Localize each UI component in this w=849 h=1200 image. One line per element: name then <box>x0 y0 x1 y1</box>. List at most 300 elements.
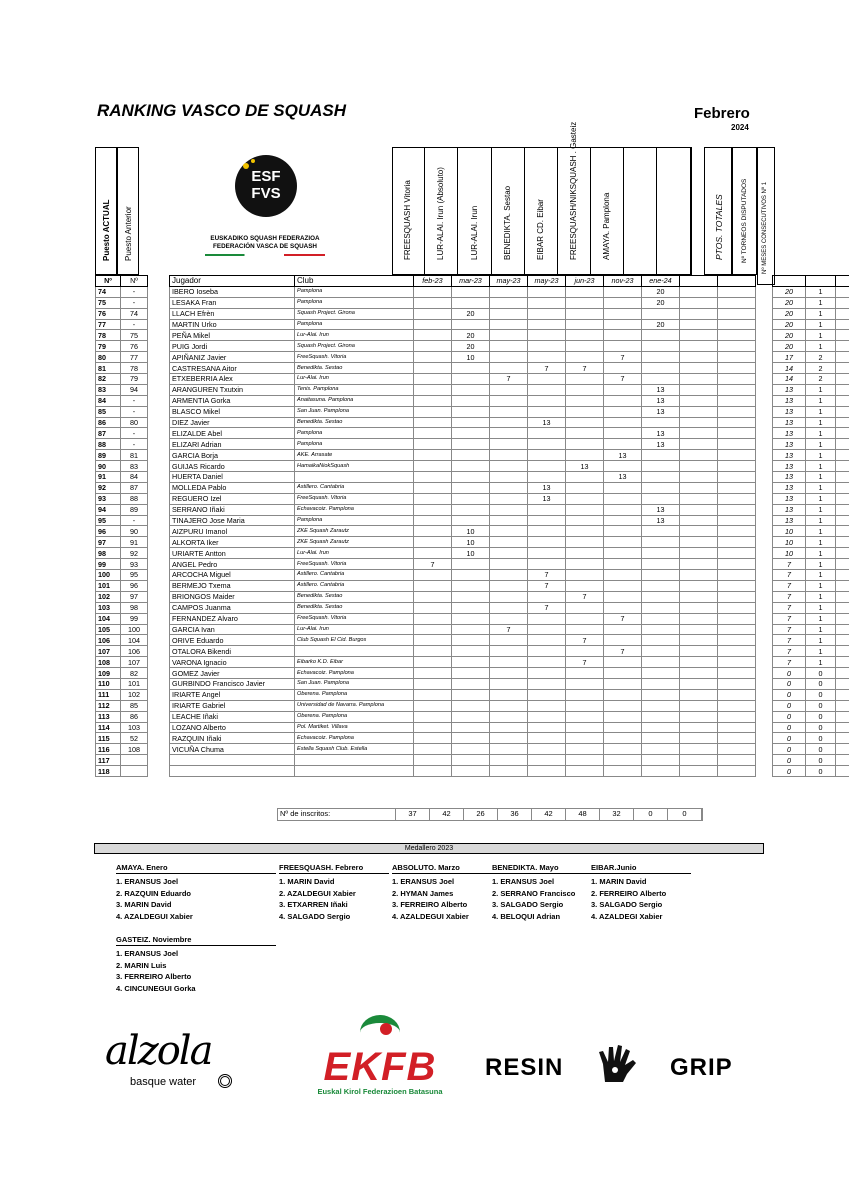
total-points: 10 <box>773 526 806 537</box>
rank-number: 108 <box>96 657 121 668</box>
tournament-points <box>642 744 680 755</box>
total-points: 13 <box>773 482 806 493</box>
player-club: Anaitasuna. Pamplona <box>295 395 414 406</box>
total-points: 0 <box>773 755 806 766</box>
medal-group <box>492 863 592 922</box>
rank-number: 117 <box>96 755 121 766</box>
spacer <box>756 374 773 385</box>
table-row <box>96 613 849 624</box>
tournament-points <box>414 417 452 428</box>
tournaments-played: 1 <box>806 319 836 330</box>
tournaments-played: 1 <box>806 450 836 461</box>
player-club: Benedikta. Sestao <box>295 591 414 602</box>
tournament-points <box>566 613 604 624</box>
total-points: 13 <box>773 493 806 504</box>
tournament-points <box>718 744 756 755</box>
tournament-points <box>604 319 642 330</box>
medal-entry: 2. AZALDEGUI Xabier <box>279 888 356 898</box>
tournament-points <box>490 319 528 330</box>
tournament-points <box>452 602 490 613</box>
tournament-points <box>642 689 680 700</box>
tournament-points <box>680 766 718 777</box>
spacer <box>148 678 170 689</box>
player-club <box>295 766 414 777</box>
total-points: 13 <box>773 439 806 450</box>
tournament-points: 13 <box>642 504 680 515</box>
tournament-points <box>680 711 718 722</box>
tournament-points <box>680 319 718 330</box>
spacer <box>148 755 170 766</box>
tournament-points <box>642 352 680 363</box>
tournament-points <box>604 570 642 581</box>
tournament-points <box>490 755 528 766</box>
tournament-points <box>414 766 452 777</box>
rank-number: 90 <box>96 461 121 472</box>
tournament-points <box>604 657 642 668</box>
tournament-points <box>604 308 642 319</box>
rank-number: 98 <box>96 548 121 559</box>
tournament-points <box>718 548 756 559</box>
tournament-points <box>718 700 756 711</box>
ranking-table <box>95 275 849 777</box>
consecutive-months <box>836 580 849 591</box>
tournament-points <box>528 515 566 526</box>
tournament-points <box>566 515 604 526</box>
tournament-points <box>414 678 452 689</box>
tournament-points: 10 <box>452 537 490 548</box>
tournament-points <box>490 744 528 755</box>
table-row <box>96 374 849 385</box>
player-name: OTALORA Bikendi <box>170 646 295 657</box>
col-header-date: feb-23 <box>414 276 452 287</box>
player-name: BLASCO Mikel <box>170 406 295 417</box>
spacer <box>756 570 773 581</box>
tournament-points <box>718 417 756 428</box>
rank-number: 116 <box>96 744 121 755</box>
spacer <box>148 493 170 504</box>
player-club: Astillero. Cantabria <box>295 580 414 591</box>
tournaments-played: 0 <box>806 744 836 755</box>
tournament-points <box>680 363 718 374</box>
spacer <box>148 286 170 297</box>
tournament-points <box>718 308 756 319</box>
previous-rank: 94 <box>121 384 148 395</box>
spacer <box>148 406 170 417</box>
total-points: 13 <box>773 504 806 515</box>
tournament-points <box>604 482 642 493</box>
col-header-date: mar-23 <box>452 276 490 287</box>
tournament-points <box>414 515 452 526</box>
total-points: 0 <box>773 689 806 700</box>
tournament-points <box>452 570 490 581</box>
tournament-points <box>718 766 756 777</box>
previous-rank: 104 <box>121 635 148 646</box>
player-name: LEACHE Iñaki <box>170 711 295 722</box>
tournament-points <box>452 493 490 504</box>
player-name: MOLLEDA Pablo <box>170 482 295 493</box>
tournament-points <box>680 548 718 559</box>
rank-number: 78 <box>96 330 121 341</box>
tournament-points <box>452 678 490 689</box>
tournament-points <box>490 722 528 733</box>
player-club: Oberena. Pamplona <box>295 689 414 700</box>
player-club <box>295 646 414 657</box>
previous-rank: 107 <box>121 657 148 668</box>
tournament-points <box>604 461 642 472</box>
tournaments-played: 1 <box>806 537 836 548</box>
table-row <box>96 700 849 711</box>
previous-rank: 74 <box>121 308 148 319</box>
previous-rank: 87 <box>121 482 148 493</box>
tournament-header: LUR-ALAI. Irun (Absoluto) <box>425 147 458 275</box>
player-name: CASTRESANA Aitor <box>170 363 295 374</box>
tournament-points <box>528 537 566 548</box>
tournament-points <box>604 341 642 352</box>
tournament-points <box>566 526 604 537</box>
tournament-points <box>718 384 756 395</box>
tournament-points <box>490 341 528 352</box>
tournament-points: 7 <box>528 580 566 591</box>
total-points: 13 <box>773 472 806 483</box>
tournament-points <box>642 722 680 733</box>
player-club: San Juan. Pamplona <box>295 406 414 417</box>
spacer <box>756 537 773 548</box>
tournament-points <box>718 515 756 526</box>
table-row <box>96 668 849 679</box>
tournaments-played: 0 <box>806 755 836 766</box>
tournament-points <box>528 395 566 406</box>
tournament-points <box>452 591 490 602</box>
tournament-header <box>624 147 657 275</box>
tournament-points <box>452 504 490 515</box>
tournament-points <box>680 657 718 668</box>
tournament-points: 7 <box>604 352 642 363</box>
tournament-points <box>414 602 452 613</box>
tournament-points <box>490 613 528 624</box>
tournament-points <box>528 450 566 461</box>
spacer <box>756 493 773 504</box>
tournament-points <box>490 580 528 591</box>
player-name: PUIG Jordi <box>170 341 295 352</box>
tournament-points <box>528 406 566 417</box>
tournament-points <box>604 384 642 395</box>
tournament-points <box>490 646 528 657</box>
tournament-points <box>642 374 680 385</box>
consecutive-months <box>836 472 849 483</box>
consecutive-months <box>836 526 849 537</box>
tournament-points <box>642 570 680 581</box>
spacer <box>756 766 773 777</box>
tournaments-played: 1 <box>806 570 836 581</box>
tournament-points <box>604 580 642 591</box>
consecutive-months <box>836 591 849 602</box>
medal-entry: 2. RAZQUIN Eduardo <box>116 888 192 898</box>
previous-rank: 79 <box>121 374 148 385</box>
tournament-points <box>452 439 490 450</box>
tournament-points <box>528 657 566 668</box>
tournament-points <box>566 395 604 406</box>
consecutive-months <box>836 733 849 744</box>
tournament-points <box>528 286 566 297</box>
spacer <box>148 689 170 700</box>
spacer <box>756 744 773 755</box>
tournament-points: 7 <box>566 363 604 374</box>
total-points: 7 <box>773 570 806 581</box>
player-club: Club Squash El Cid. Burgos <box>295 635 414 646</box>
previous-rank: 103 <box>121 722 148 733</box>
previous-rank: 91 <box>121 537 148 548</box>
tournament-points <box>414 624 452 635</box>
player-name: URIARTE Antton <box>170 548 295 559</box>
col-header-anterior: Nº <box>121 276 148 287</box>
spacer <box>756 602 773 613</box>
total-points: 13 <box>773 406 806 417</box>
tournament-points <box>718 330 756 341</box>
spacer <box>756 580 773 591</box>
table-row <box>96 744 849 755</box>
table-row <box>96 428 849 439</box>
rank-number: 85 <box>96 406 121 417</box>
tournament-points: 7 <box>528 602 566 613</box>
tournaments-played: 0 <box>806 766 836 777</box>
tournament-points <box>414 570 452 581</box>
player-club: Oberena. Pamplona <box>295 711 414 722</box>
tournament-points <box>604 428 642 439</box>
tournament-points <box>680 395 718 406</box>
tournament-points <box>566 744 604 755</box>
tournament-points <box>452 580 490 591</box>
medal-entry: 1. ERANSUS Joel <box>392 877 455 886</box>
tournaments-played: 0 <box>806 700 836 711</box>
spacer <box>756 515 773 526</box>
tournaments-played: 1 <box>806 297 836 308</box>
rank-number: 104 <box>96 613 121 624</box>
medal-group <box>116 935 276 994</box>
table-row <box>96 330 849 341</box>
consecutive-months <box>836 504 849 515</box>
table-row <box>96 548 849 559</box>
tournament-points <box>490 537 528 548</box>
consecutive-months <box>836 602 849 613</box>
total-points: 13 <box>773 428 806 439</box>
inscritos-value: 0 <box>668 809 702 820</box>
tournament-points <box>566 472 604 483</box>
previous-rank: 98 <box>121 602 148 613</box>
spacer <box>756 395 773 406</box>
previous-rank: 77 <box>121 352 148 363</box>
tournament-points <box>604 755 642 766</box>
inscritos-value: 26 <box>464 809 498 820</box>
consecutive-months <box>836 613 849 624</box>
tournament-points <box>642 624 680 635</box>
table-row <box>96 755 849 766</box>
tournament-points <box>528 504 566 515</box>
tournament-points <box>604 624 642 635</box>
rank-number: 114 <box>96 722 121 733</box>
tournament-points <box>680 580 718 591</box>
tournament-points: 20 <box>642 286 680 297</box>
spacer <box>148 657 170 668</box>
spacer <box>756 689 773 700</box>
tournament-points <box>642 711 680 722</box>
total-points: 7 <box>773 559 806 570</box>
table-row <box>96 646 849 657</box>
tournament-points <box>642 450 680 461</box>
tournament-points <box>528 374 566 385</box>
tournament-points <box>566 559 604 570</box>
spacer <box>148 613 170 624</box>
tournament-points <box>490 635 528 646</box>
tournament-points <box>680 515 718 526</box>
tournaments-played: 1 <box>806 602 836 613</box>
previous-rank: - <box>121 406 148 417</box>
medal-group <box>392 863 492 922</box>
spacer <box>148 363 170 374</box>
medal-group <box>279 863 389 922</box>
previous-rank: 84 <box>121 472 148 483</box>
tournament-points <box>490 450 528 461</box>
spacer <box>756 297 773 308</box>
tournament-points <box>680 374 718 385</box>
tournament-points <box>718 570 756 581</box>
tournament-points <box>680 472 718 483</box>
tournament-points: 13 <box>528 482 566 493</box>
total-points: 0 <box>773 766 806 777</box>
spacer <box>756 384 773 395</box>
medal-entry: 4. AZALDEGUI Xabier <box>116 911 193 921</box>
total-points: 7 <box>773 624 806 635</box>
tournament-points <box>414 733 452 744</box>
player-name: DIEZ Javier <box>170 417 295 428</box>
player-name <box>170 766 295 777</box>
total-points: 20 <box>773 341 806 352</box>
esf-fvs-logo: ESF FVS EUSKADIKO SQUASH FEDERAZIOA FEDERACIÓN VASCA DE SQUASH <box>200 155 330 270</box>
tournament-points <box>566 646 604 657</box>
player-name: CAMPOS Juanma <box>170 602 295 613</box>
consecutive-months <box>836 341 849 352</box>
tournament-points <box>566 482 604 493</box>
tournament-points <box>490 700 528 711</box>
tournament-points <box>490 352 528 363</box>
tournament-points <box>452 722 490 733</box>
tournament-points <box>566 689 604 700</box>
spacer <box>148 308 170 319</box>
rank-number: 115 <box>96 733 121 744</box>
tournament-points <box>642 635 680 646</box>
tournament-points <box>604 635 642 646</box>
tournament-points <box>414 482 452 493</box>
col-header-torneos <box>806 276 836 287</box>
rank-number: 101 <box>96 580 121 591</box>
total-points: 13 <box>773 450 806 461</box>
tournament-points <box>604 711 642 722</box>
col-header-total <box>773 276 806 287</box>
table-row <box>96 635 849 646</box>
player-club: Benedikta. Sestao <box>295 417 414 428</box>
tournament-points <box>566 417 604 428</box>
spacer <box>756 406 773 417</box>
tournament-points <box>528 352 566 363</box>
tournament-points <box>718 319 756 330</box>
tournament-points <box>604 766 642 777</box>
tournament-points <box>566 602 604 613</box>
tournament-points <box>566 755 604 766</box>
tournament-points <box>528 678 566 689</box>
tournament-points <box>566 668 604 679</box>
tournament-points <box>718 352 756 363</box>
tournament-points <box>566 319 604 330</box>
tournament-points <box>680 635 718 646</box>
tournament-points <box>680 352 718 363</box>
tournament-points <box>642 668 680 679</box>
tournament-points <box>566 700 604 711</box>
page-title: RANKING VASCO DE SQUASH <box>97 101 347 120</box>
total-points: 13 <box>773 384 806 395</box>
tournament-points <box>566 308 604 319</box>
tournament-points <box>414 755 452 766</box>
medal-entry: 1. MARIN David <box>279 877 335 886</box>
tournament-points <box>452 286 490 297</box>
tournament-points <box>642 308 680 319</box>
player-club: Squash Project. Girona <box>295 308 414 319</box>
spacer <box>148 330 170 341</box>
player-name: SERRANO Iñaki <box>170 504 295 515</box>
tournament-points <box>680 722 718 733</box>
medal-entry: 4. CINCUNEGUI Gorka <box>116 983 196 993</box>
spacer <box>756 548 773 559</box>
tournament-points <box>642 548 680 559</box>
table-row <box>96 766 849 777</box>
table-row <box>96 526 849 537</box>
tournament-points <box>604 297 642 308</box>
tournament-points <box>490 548 528 559</box>
table-row <box>96 515 849 526</box>
consecutive-months <box>836 678 849 689</box>
rank-number: 118 <box>96 766 121 777</box>
tournament-points <box>642 482 680 493</box>
tournament-points <box>452 395 490 406</box>
tournament-points <box>414 504 452 515</box>
player-name: VICUÑA Chuma <box>170 744 295 755</box>
tournaments-played: 1 <box>806 580 836 591</box>
spacer <box>148 450 170 461</box>
year-label: 2024 <box>731 123 749 132</box>
tournament-points <box>452 668 490 679</box>
tournament-points <box>680 330 718 341</box>
table-row <box>96 580 849 591</box>
previous-rank: - <box>121 297 148 308</box>
spacer <box>148 472 170 483</box>
total-points: 7 <box>773 591 806 602</box>
consecutive-months <box>836 646 849 657</box>
tournament-points: 7 <box>566 635 604 646</box>
consecutive-months <box>836 722 849 733</box>
tournament-points <box>604 559 642 570</box>
tournament-points <box>642 591 680 602</box>
tournament-points <box>642 733 680 744</box>
tournament-points <box>718 580 756 591</box>
rank-number: 82 <box>96 374 121 385</box>
tournament-points <box>566 733 604 744</box>
spacer <box>148 526 170 537</box>
rank-number: 87 <box>96 428 121 439</box>
player-name: IRIARTE Gabriel <box>170 700 295 711</box>
previous-rank: 92 <box>121 548 148 559</box>
tournament-points <box>718 482 756 493</box>
tournament-points <box>528 472 566 483</box>
tournament-points <box>414 646 452 657</box>
tournament-points <box>528 766 566 777</box>
